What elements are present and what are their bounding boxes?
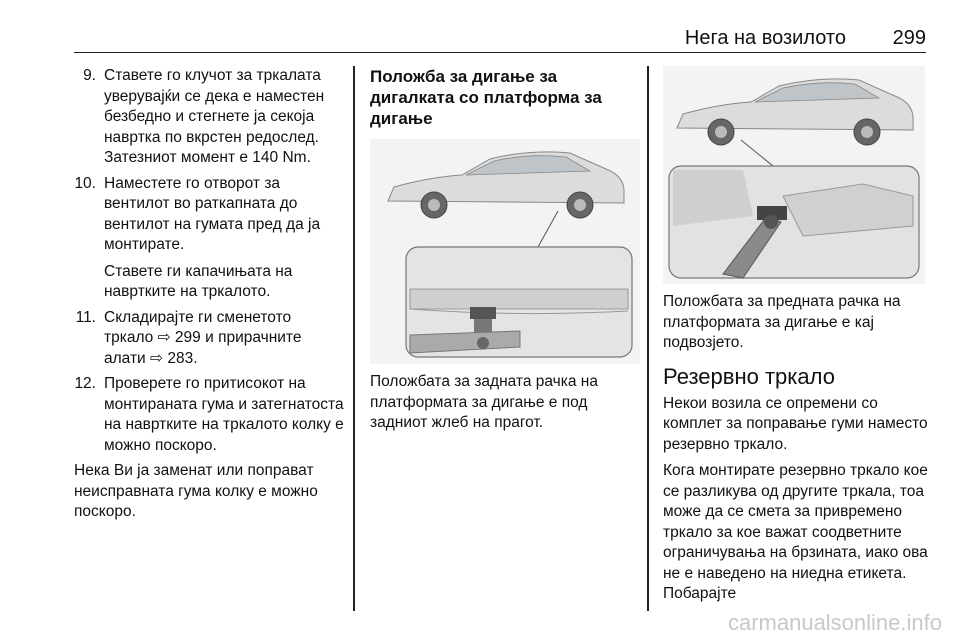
- step-number: 12.: [74, 375, 96, 392]
- page-reference-link[interactable]: 283: [167, 349, 194, 367]
- spare-wheel-heading: Резервно тркало: [663, 363, 835, 389]
- front-lift-caption: Положбата за предната рачка на платформата за дигање е кај подвозјето.: [663, 293, 901, 351]
- page-reference-link[interactable]: 299: [174, 329, 201, 346]
- step-text: Проверете го притисокот на монтираната гума и затегнатоста на навртките на тркалото колку е можно поскоро.: [104, 375, 344, 454]
- step-9: [74, 66, 344, 169]
- step-text: Ставете го клучот за тркалата уверувајќи се дека е наместен безбедно и стегнете ја секоја навртка по вкрстен редослед. Затезниот момент е 140 Nm.: [104, 67, 325, 166]
- step-number: 10.: [74, 174, 96, 192]
- column-3: [663, 66, 928, 611]
- step-12: [74, 374, 344, 456]
- spare-wheel-paragraph-1: Некои возила се опремени со комплет за поправање гуми наместо резервно тркало.: [663, 394, 928, 453]
- page-number: 299: [892, 27, 926, 49]
- closing-paragraph: Нека Ви ја заменат или поправат неисправната гума колку е можно поскоро.: [74, 462, 318, 520]
- column-divider-1: [353, 66, 355, 611]
- page-header: [74, 26, 926, 53]
- step-subtext: Ставете ги капачињата на навртките на тркалото.: [104, 262, 293, 300]
- step-text: Складирајте ги сменетото тркало ⇨ 299 и прирачните алати ⇨ 283.: [104, 308, 344, 370]
- step-10: [74, 174, 344, 303]
- front-lift-point-illustration: [663, 66, 925, 284]
- column-2: [370, 66, 640, 438]
- header-title: Нега на возилото: [684, 27, 846, 49]
- rear-lift-caption: Положбата за задната рачка на платформата за дигање е под задниот жлеб на прагот.: [370, 373, 598, 431]
- step-text: Наместете го отворот за вентилот во раткапната до вентилот на гумата пред да ја монтирате.: [104, 174, 321, 253]
- column-1: [74, 66, 344, 529]
- arrow-right-icon: ⇨: [150, 349, 164, 367]
- step-number: 11.: [75, 308, 96, 326]
- rear-lift-point-illustration: [370, 139, 640, 364]
- step-11: [74, 308, 344, 370]
- step-number: 9.: [83, 67, 96, 84]
- column-divider-2: [647, 66, 649, 611]
- watermark: carmanualsonline.info: [727, 610, 942, 635]
- lifting-position-heading: Положба за дигање за дигалката со платформа за дигање: [370, 67, 602, 128]
- spare-wheel-paragraph-2: Кога монтирате резервно тркало кое се разликува од другите тркала, тоа може да се смета за привремено тркало за кое важат соодветните ограничувања на брзината, иако ова не е наведено на ниедна етикета. Побарајте: [663, 462, 928, 602]
- arrow-right-icon: ⇨: [157, 329, 171, 346]
